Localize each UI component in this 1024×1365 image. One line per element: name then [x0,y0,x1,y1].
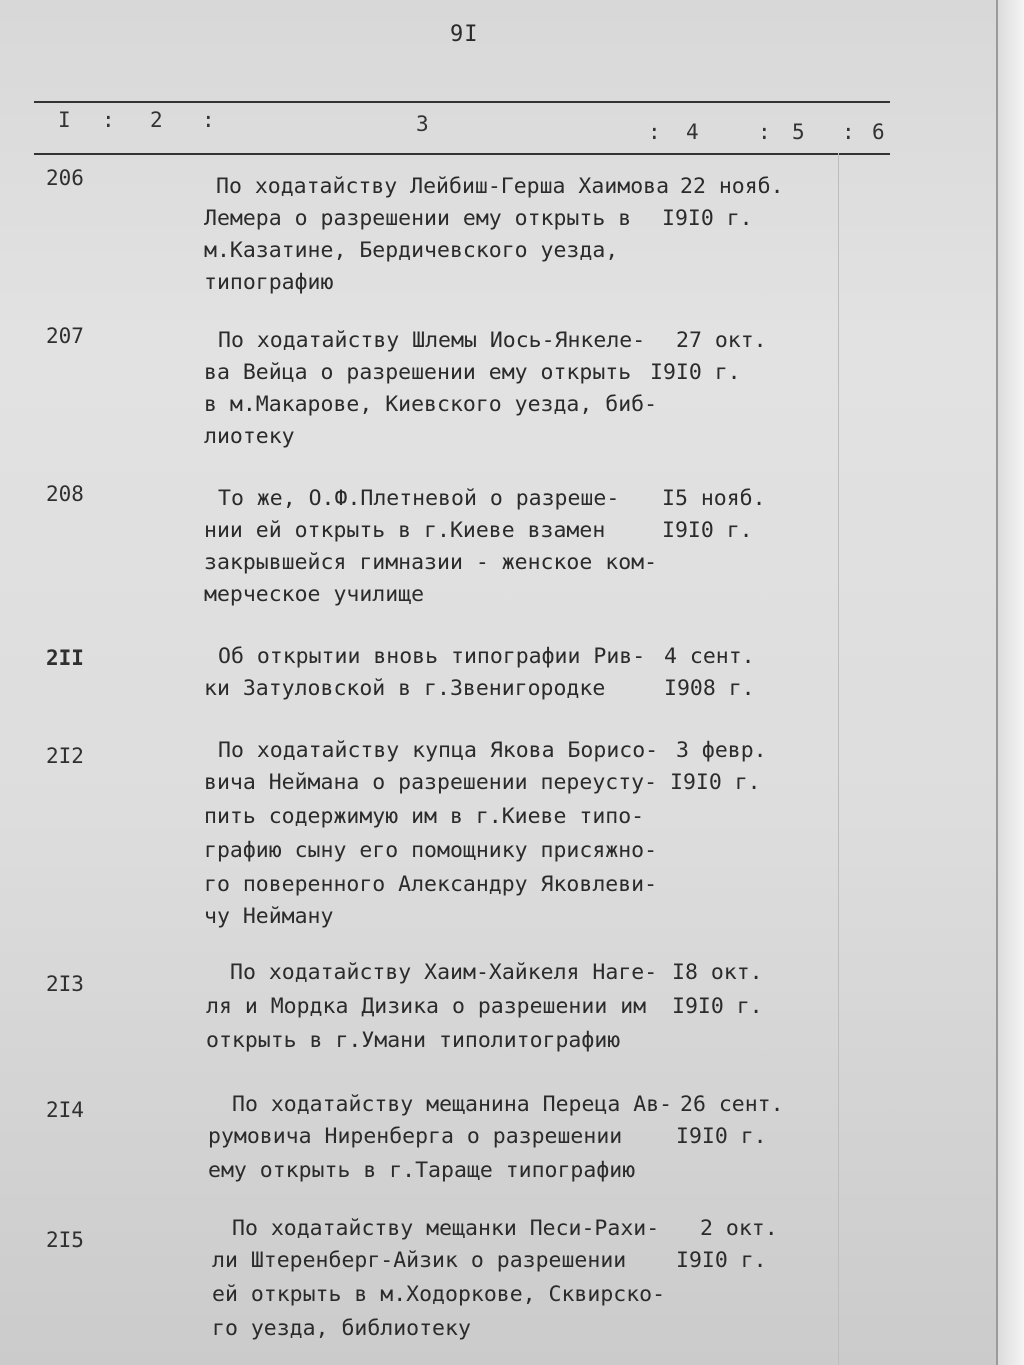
page-number: 9I [450,22,479,47]
entry-date: 22 нояб. [680,174,784,199]
entry-number: 206 [46,166,84,190]
entry-text-line: По ходатайству Шлемы Иось-Янкеле- [218,328,646,353]
entry-number: 2II [46,646,84,670]
entry-number: 208 [46,482,84,506]
entry-text-line: То же, О.Ф.Плетневой о разреше- [218,486,620,511]
entry-text-line: ля и Мордка Дизика о разрешении им [206,994,647,1019]
column-separator: : [202,108,215,132]
entry-text-line: По ходатайству Хаим-Хайкеля Наге- [230,960,658,985]
entry-date: I8 окт. [672,960,763,985]
entry-date-year: I9I0 г. [662,518,753,543]
entry-text-line: ва Вейца о разрешении ему открыть [204,360,632,385]
column-header-4: 4 [686,120,699,144]
entry-date-year: I908 г. [664,676,755,701]
entry-text-line: вича Неймана о разрешении переусту- [204,770,658,795]
table-header-rule [34,153,890,155]
column-separator: : [102,108,115,132]
entry-date: 3 февр. [676,738,767,763]
entry-text-line: По ходатайству мещанки Песи-Рахи- [232,1216,660,1241]
entry-text-line: пить содержимую им в г.Киеве типо- [204,804,645,829]
entry-text-line: открыть в г.Умани типолитографию [206,1028,621,1053]
entry-text-line: го уезда, библиотеку [212,1316,471,1341]
entry-text-line: Об открытии вновь типографии Рив- [218,644,646,669]
entry-date-year: I9I0 г. [676,1248,767,1273]
entry-text-line: ему открыть в г.Тараще типографию [208,1158,636,1183]
column-divider [838,153,839,1365]
entry-date: 2 окт. [700,1216,778,1241]
entry-text-line: графию сыну его помощнику присяжно- [204,838,658,863]
entry-text-line: По ходатайству мещанина Переца Ав- [232,1092,673,1117]
entry-text-line: типографию [204,270,334,295]
column-header-6: 6 [872,120,885,144]
column-header-3: 3 [416,112,429,136]
entry-text-line: ли Штеренберг-Айзик о разрешении [212,1248,627,1273]
entry-date: 26 сент. [680,1092,784,1117]
entry-date-year: I9I0 г. [662,206,753,231]
entry-text-line: м.Казатине, Бердичевского уезда, [204,238,619,263]
entry-date: I5 нояб. [662,486,766,511]
entry-text-line: ей открыть в м.Ходоркове, Сквирско- [212,1282,666,1307]
entry-text-line: По ходатайству купца Якова Борисо- [218,738,659,763]
column-separator: : [842,120,855,144]
entry-text-line: лиотеку [204,424,295,449]
entry-text-line: мерческое училище [204,582,425,607]
entry-text-line: закрывшейся гимназии - женское ком- [204,550,658,575]
entry-text-line: го поверенного Александру Яковлеви- [204,872,658,897]
entry-number: 2I5 [46,1228,84,1252]
column-separator: : [648,120,661,144]
entry-text-line: нии ей открыть в г.Киеве взамен [204,518,606,543]
entry-number: 207 [46,324,84,348]
table-top-rule [34,101,890,103]
entry-text-line: в м.Макарове, Киевского уезда, биб- [204,392,658,417]
entry-number: 2I4 [46,1098,84,1122]
entry-text-line: Лемера о разрешении ему открыть в [204,206,632,231]
column-separator: : [758,120,771,144]
entry-date-year: I9I0 г. [676,1124,767,1149]
entry-date: 27 окт. [676,328,767,353]
page-edge-shadow [996,0,1024,1365]
entry-number: 2I2 [46,744,84,768]
entry-text-line: По ходатайству Лейбиш-Герша Хаимова [216,174,670,199]
entry-text-line: ки Затуловской в г.Звенигородке [204,676,606,701]
entry-date-year: I9I0 г. [670,770,761,795]
entry-date-year: I9I0 г. [672,994,763,1019]
entry-text-line: румовича Ниренберга о разрешении [208,1124,623,1149]
column-header-5: 5 [792,120,805,144]
column-header-1: I [58,108,71,132]
entry-date-year: I9I0 г. [650,360,741,385]
entry-number: 2I3 [46,972,84,996]
entry-text-line: чу Нейману [204,904,334,929]
column-header-2: 2 [150,108,163,132]
entry-date: 4 сент. [664,644,755,669]
